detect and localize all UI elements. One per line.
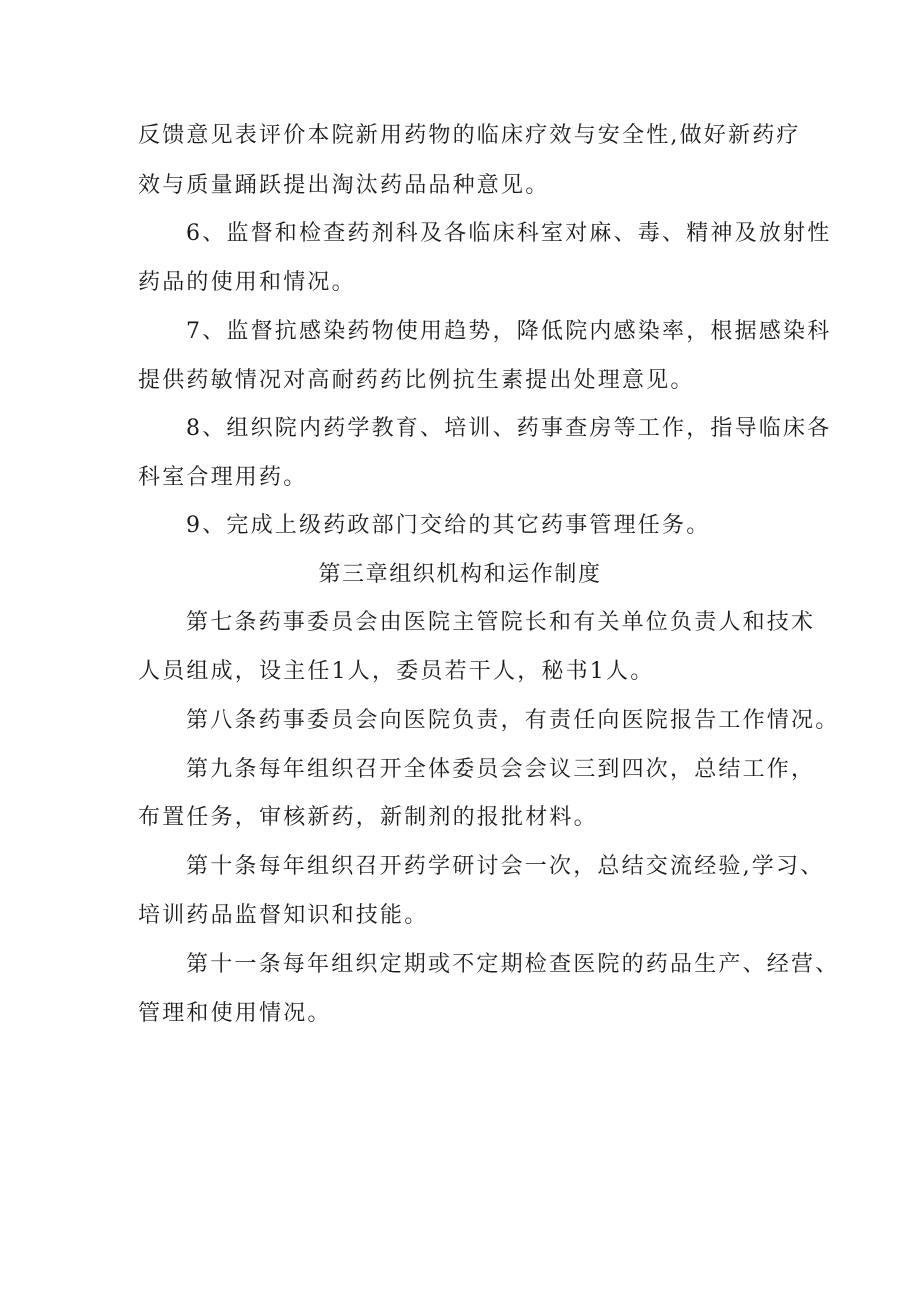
list-item-8-line: 8、组织院内药学教育、培训、药事查房等工作，指导临床各 xyxy=(186,416,832,441)
paragraph-line: 反馈意见表评价本院新用药物的临床疗效与安全性,做好新药疗 xyxy=(138,123,801,148)
list-item-7-line: 提供药敏情况对高耐药药比例抗生素提出处理意见。 xyxy=(138,368,695,393)
article-7-line: 人员组成，设主任1人，委员若干人，秘书1人。 xyxy=(138,659,655,684)
list-item-9-line: 9、完成上级药政部门交给的其它药事管理任务。 xyxy=(186,513,711,538)
article-11-line: 管理和使用情况。 xyxy=(138,1001,332,1026)
article-9-line: 布置任务，审核新药，新制剂的报批材料。 xyxy=(138,805,598,830)
article-9-line: 第九条每年组织召开全体委员会会议三到四次，总结工作， xyxy=(186,757,816,782)
article-7-line: 第七条药事委员会由医院主管院长和有关单位负责人和技术 xyxy=(186,610,816,635)
article-10-line: 第十条每年组织召开药学研讨会一次，总结交流经验,学习、 xyxy=(186,854,825,879)
article-11-line: 第十一条每年组织定期或不定期检查医院的药品生产、经营、 xyxy=(186,952,840,977)
list-item-8-line: 科室合理用药。 xyxy=(138,465,308,490)
list-item-7-line: 7、监督抗感染药物使用趋势，降低院内感染率，根据感染科 xyxy=(186,319,832,344)
list-item-6-line: 药品的使用和情况。 xyxy=(138,270,356,295)
article-10-line: 培训药品监督知识和技能。 xyxy=(138,903,429,928)
article-8-line: 第八条药事委员会向医院负责，有责任向医院报告工作情况。 xyxy=(186,708,840,733)
paragraph-line: 效与质量踊跃提出淘汰药品品种意见。 xyxy=(138,173,550,198)
list-item-6-line: 6、监督和检查药剂科及各临床科室对麻、毒、精神及放射性 xyxy=(186,221,832,246)
chapter-heading: 第三章组织机构和运作制度 xyxy=(318,562,602,587)
